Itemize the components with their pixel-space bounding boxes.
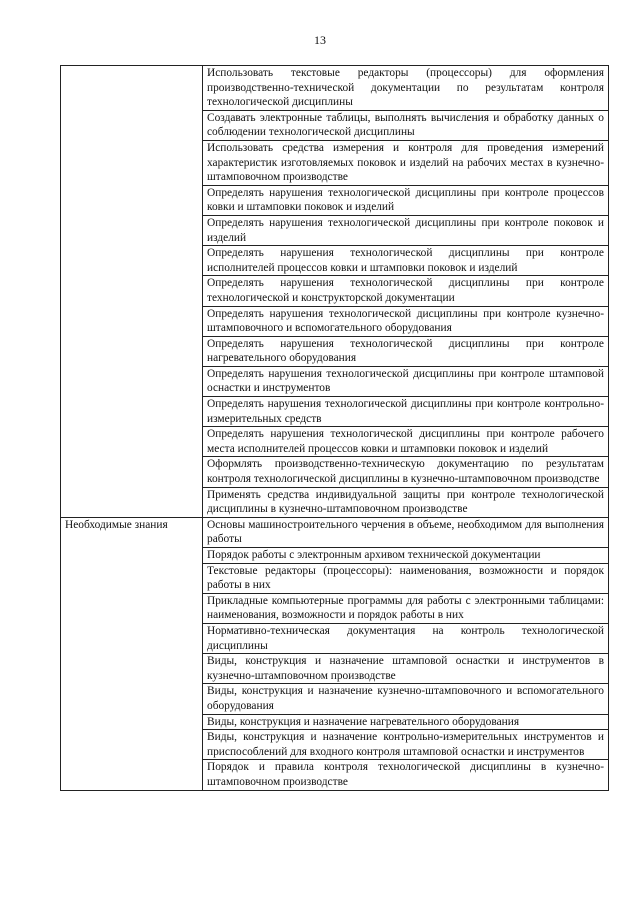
requirement-item: Текстовые редакторы (процессоры): наименования, возможности и порядок работы в них — [203, 563, 609, 593]
page-number: 13 — [314, 33, 326, 47]
requirement-item: Определять нарушения технологической дисциплины при контроле контрольно-измерительных средств — [203, 397, 609, 427]
requirement-item: Применять средства индивидуальной защиты при контроле технологической дисциплины в кузнечно-штамповочном производстве — [203, 487, 609, 517]
table-row — [61, 66, 609, 111]
requirement-item: Определять нарушения технологической дисциплины при контроле технологической и конструкторской документации — [203, 276, 609, 306]
requirement-item: Определять нарушения технологической дисциплины при контроле рабочего места исполнителей процессов ковки и штамповки поковок и изделий — [203, 427, 609, 457]
requirement-item: Виды, конструкция и назначение нагревательного оборудования — [203, 714, 609, 730]
requirements-table-body — [61, 66, 609, 791]
requirement-item: Использовать текстовые редакторы (процессоры) для оформления производственно-технической документации по результатам контроля технологической дисциплины — [203, 66, 609, 111]
requirement-item: Определять нарушения технологической дисциплины при контроле исполнителей процессов ковки и штамповки поковок и изделий — [203, 246, 609, 276]
requirement-item: Прикладные компьютерные программы для работы с электронными таблицами: наименования, возможности и порядок работы в них — [203, 593, 609, 623]
row-group-label — [61, 66, 203, 518]
requirement-item: Оформлять производственно-техническую документацию по результатам контроля технологической дисциплины в кузнечно-штамповочном производстве — [203, 457, 609, 487]
requirement-item: Порядок работы с электронным архивом технической документации — [203, 548, 609, 564]
requirement-item: Виды, конструкция и назначение контрольно-измерительных инструментов и приспособлений для входного контроля штамповой оснастки и инструментов — [203, 730, 609, 760]
requirement-item: Нормативно-техническая документация на контроль технологической дисциплины — [203, 623, 609, 653]
requirement-item: Определять нарушения технологической дисциплины при контроле поковок и изделий — [203, 215, 609, 245]
requirement-item: Определять нарушения технологической дисциплины при контроле кузнечно-штамповочного и вспомогательного оборудования — [203, 306, 609, 336]
requirement-item: Определять нарушения технологической дисциплины при контроле нагревательного оборудования — [203, 336, 609, 366]
required-knowledge-label: Необходимые знания — [61, 517, 203, 790]
requirement-item: Определять нарушения технологической дисциплины при контроле штамповой оснастки и инструментов — [203, 366, 609, 396]
requirement-item: Основы машиностроительного черчения в объеме, необходимом для выполнения работы — [203, 517, 609, 547]
requirement-item: Виды, конструкция и назначение штамповой оснастки и инструментов в кузнечно-штамповочном производстве — [203, 654, 609, 684]
requirement-item: Порядок и правила контроля технологической дисциплины в кузнечно-штамповочном производстве — [203, 760, 609, 790]
requirement-item: Использовать средства измерения и контроля для проведения измерений характеристик изготовляемых поковок и изделий на рабочих местах в кузнечно-штамповочном производстве — [203, 140, 609, 185]
requirement-item: Виды, конструкция и назначение кузнечно-штамповочного и вспомогательного оборудования — [203, 684, 609, 714]
table-row — [61, 517, 609, 547]
requirements-table — [60, 65, 609, 791]
requirement-item: Создавать электронные таблицы, выполнять вычисления и обработку данных о соблюдении технологической дисциплины — [203, 110, 609, 140]
requirement-item: Определять нарушения технологической дисциплины при контроле процессов ковки и штамповки поковок и изделий — [203, 185, 609, 215]
